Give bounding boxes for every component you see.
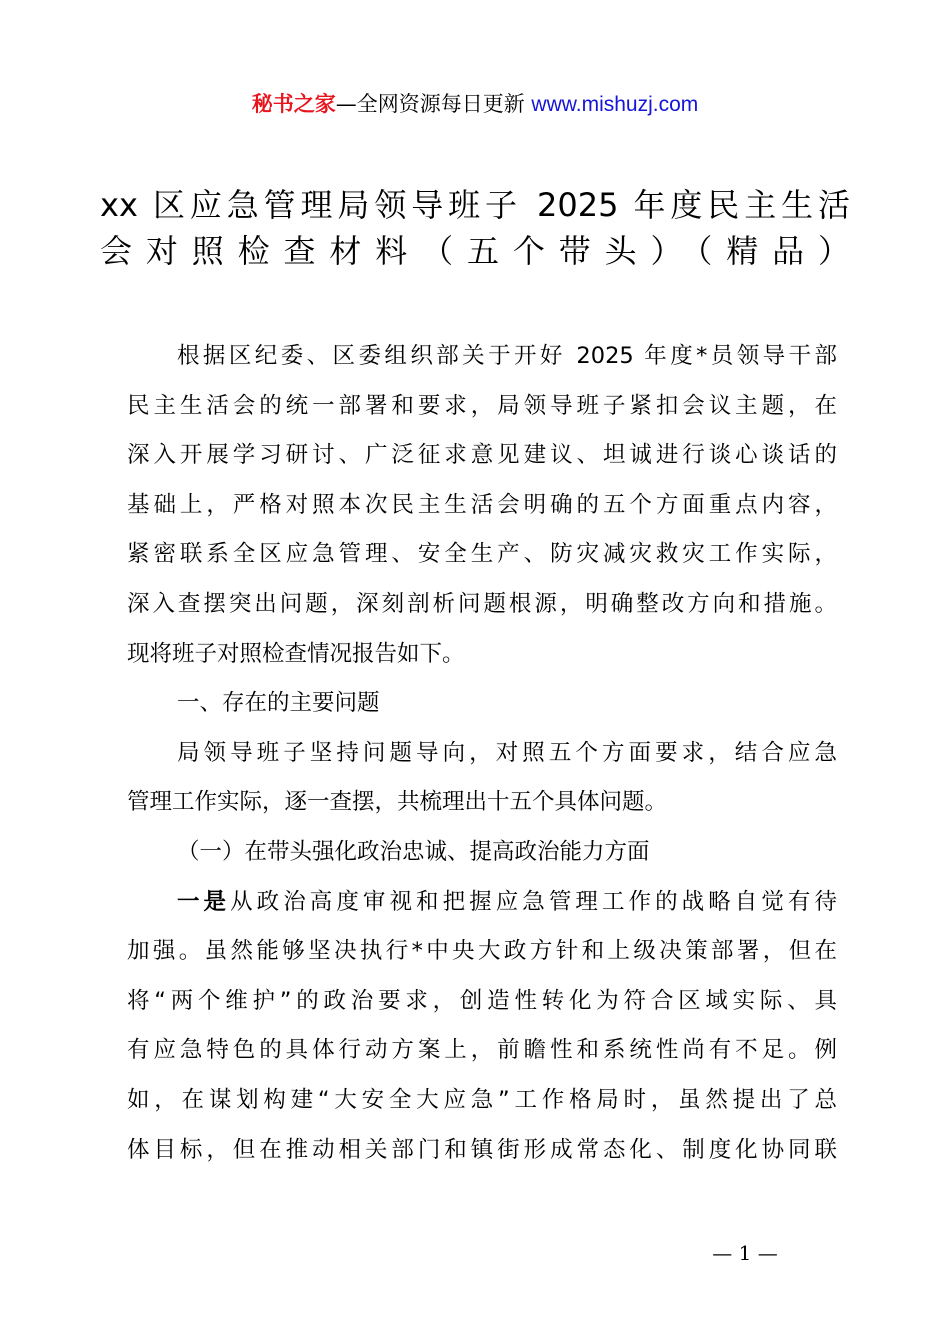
paragraph-line: 根据区纪委、区委组织部关于开好 2025 年度*员领导干部	[177, 343, 837, 369]
header-tagline: —全网资源每日更新	[335, 92, 532, 116]
paragraph-line: 基础上，严格对照本次民主生活会明确的五个方面重点内容，	[127, 491, 837, 518]
paragraph-line: 民主生活会的统一部署和要求，局领导班子紧扣会议主题，在	[127, 392, 837, 419]
site-header	[0, 88, 950, 121]
paragraph-line: 管理工作实际，逐一查摆，共梳理出十五个具体问题。	[127, 789, 668, 816]
point-text: 从政治高度审视和把握应急管理工作的战略自觉有待	[230, 888, 837, 915]
section-paragraph	[127, 729, 837, 828]
point-paragraph	[127, 878, 837, 1176]
paragraph-line: 有应急特色的具体行动方案上，前瞻性和系统性尚有不足。例	[127, 1037, 837, 1064]
subsection-heading: （一）在带头强化政治忠诚、提高政治能力方面	[177, 838, 650, 865]
paragraph-line: 将“两个维护”的政治要求，创造性转化为符合区域实际、具	[127, 987, 837, 1014]
paragraph-line: 深入开展学习研讨、广泛征求意见建议、坦诚进行谈心谈话的	[127, 442, 837, 469]
paragraph-line	[127, 878, 837, 928]
title-line-2: 会对照检查材料（五个带头）（精品）	[100, 232, 850, 270]
paragraph-line: 加强。虽然能够坚决执行*中央大政方针和上级决策部署，但在	[127, 938, 837, 965]
brand-name: 秘书之家	[251, 92, 336, 116]
paragraph-line: 现将班子对照检查情况报告如下。	[127, 640, 465, 667]
page-number: — 1 —	[712, 1241, 778, 1265]
paragraph-line: 深入查摆突出问题，深刻剖析问题根源，明确整改方向和措施。	[127, 590, 837, 617]
point-label: 一是	[177, 888, 231, 915]
section-heading: 一、存在的主要问题	[177, 690, 380, 717]
paragraph-line: 紧密联系全区应急管理、安全生产、防灾减灾救灾工作实际，	[127, 541, 837, 568]
paragraph-line: 局领导班子坚持问题导向，对照五个方面要求，结合应急	[177, 739, 837, 766]
intro-paragraph	[127, 332, 837, 679]
website-link[interactable]: www.mishuzj.com	[531, 93, 699, 116]
paragraph-line: 如，在谋划构建“大安全大应急”工作格局时，虽然提出了总	[127, 1086, 837, 1113]
paragraph-line: 体目标，但在推动相关部门和镇街形成常态化、制度化协同联	[127, 1136, 837, 1163]
document-body	[127, 332, 837, 1175]
title-line-1: xx 区应急管理局领导班子 2025 年度民主生活	[100, 186, 850, 224]
document-title	[100, 182, 850, 274]
